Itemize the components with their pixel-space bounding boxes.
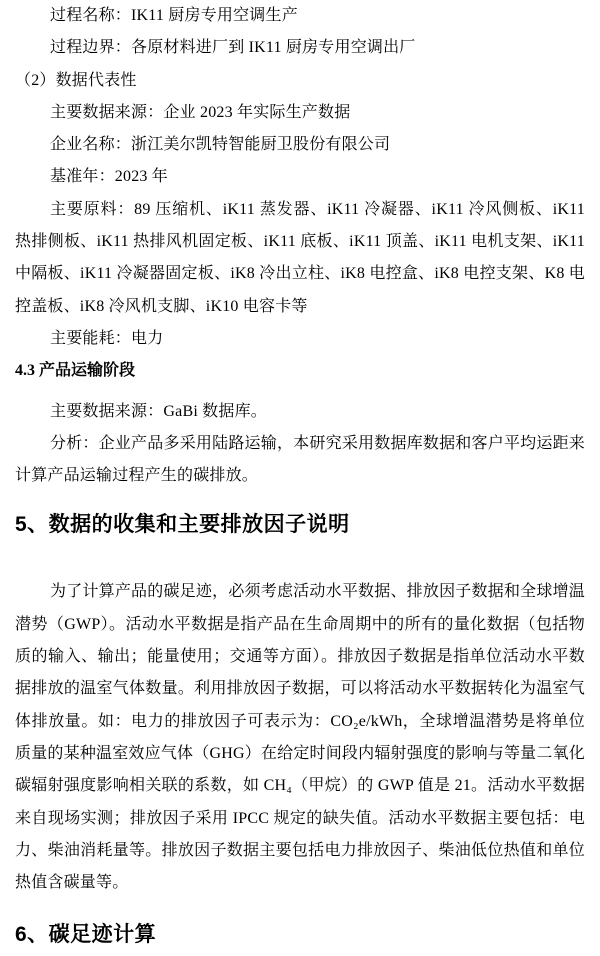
- heading-data-collection-emission-factors: 5、数据的收集和主要排放因子说明: [15, 513, 350, 537]
- company-name-line: 企业名称：浙江美尔凯特智能厨卫股份有限公司: [50, 136, 391, 154]
- main-materials-paragraph: 主要原料：89 压缩机、iK11 蒸发器、iK11 冷凝器、iK11 冷风侧板、iK11 热排侧板、iK11 热排风机固定板、iK11 底板、iK11 顶盖、iK11 电机支架、iK11 中隔板、iK11 冷凝器固定板、iK8 冷出立柱、iK8 电控盒、iK8 电控支架、K8 电控盖板、iK8 冷风机支脚、iK10 电容卡等: [15, 200, 585, 315]
- data-representativeness-line: （2）数据代表性: [15, 71, 137, 89]
- process-name-line: 过程名称：IK11 厨房专用空调生产: [50, 7, 298, 24]
- base-year-line: 基准年：2023 年: [50, 168, 169, 186]
- analysis-paragraph: 分析：企业产品多采用陆路运输，本研究采用数据库数据和客户平均运距来计算产品运输过程产生的碳排放。: [15, 434, 585, 485]
- section5-paragraph: 为了计算产品的碳足迹，必须考虑活动水平数据、排放因子数据和全球增温潜势（GWP）。活动水平数据是指产品在生命周期中的所有的量化数据（包括物质的输入、输出；能量使用；交通等方面）。排放因子数据是指单位活动水平数据排放的温室气体数量。利用排放因子数据，可以将活动水平数据转化为温室气体排放量。如：电力的排放因子可表示为：CO₂e/kWh，全球增温潜势是将单位质量的某种温室效应气体（GHG）在给定时间段内辐射强度的影响与等量二氧化碳辐射强度影响相关联的系数，如 CH₄（甲烷）的 GWP 值是 21。活动水平数据来自现场实测；排放因子采用 IPCC 规定的缺失值。活动水平数据主要包括：电力、柴油消耗量等。排放因子数据主要包括电力排放因子、柴油低位热值和单位热值含碳量等。: [15, 583, 585, 892]
- heading-product-transport-stage: 4.3 产品运输阶段: [15, 362, 136, 380]
- heading-carbon-footprint-calculation: 6、碳足迹计算: [15, 923, 157, 947]
- main-data-source-line: 主要数据来源：企业 2023 年实际生产数据: [50, 103, 351, 121]
- process-boundary-line: 过程边界：各原材料进厂到 IK11 厨房专用空调出厂: [50, 39, 416, 57]
- gabi-source-line: 主要数据来源：GaBi 数据库。: [50, 402, 267, 420]
- main-energy-line: 主要能耗：电力: [50, 329, 164, 347]
